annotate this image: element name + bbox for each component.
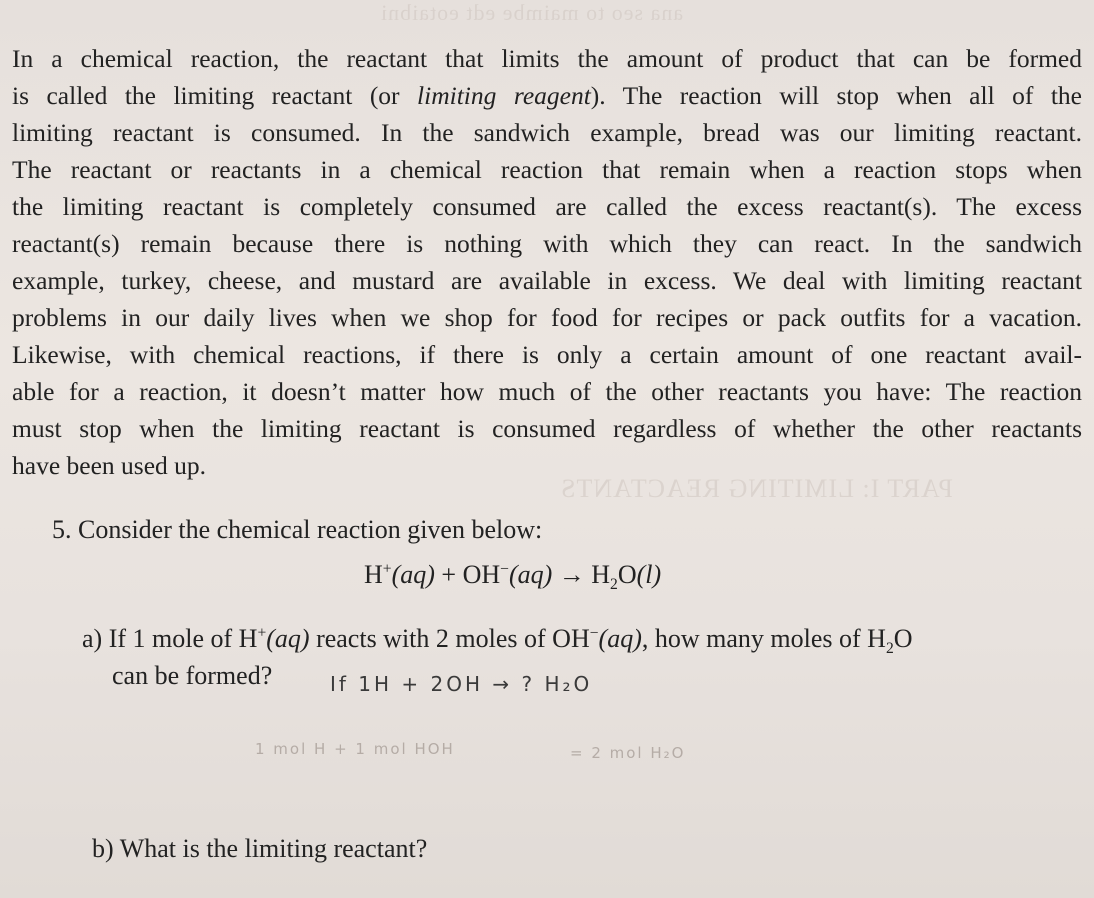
question-5-prompt: 5. Consider the chemical reaction given below: xyxy=(52,515,543,544)
paragraph-line: Likewise, with chemical reactions, if there is only a certain amount of one reactant avail- xyxy=(12,340,1082,369)
chemical-equation: $H^+(aq) + OH^-(aq) \to H_2O(l)$ xyxy=(364,560,662,594)
bleed-through-text-heading: PART I: LIMITING REACTANTS xyxy=(560,474,953,503)
paragraph-line: must stop when the limiting reactant is consumed regardless of whether the other reactants xyxy=(12,414,1082,443)
faint-pencil-work: 1 mol H + 1 mol HOH xyxy=(255,740,455,758)
paragraph-line: example, turkey, cheese, and mustard are available in excess. We deal with limiting reactant xyxy=(12,266,1082,295)
bleed-through-text-top: ana seo to maimbe edt eotaibni xyxy=(380,0,684,25)
question-5a: a) If 1 mole of H+(aq) reacts with 2 moles of OH−(aq), how many moles of $H_2O$ xyxy=(82,624,913,658)
paragraph-line: have been used up. xyxy=(12,451,207,480)
paragraph-line: problems in our daily lives when we shop for food for recipes or pack outfits for a vacation. xyxy=(12,303,1082,332)
paragraph-line: In a chemical reaction, the reactant that limits the amount of product that can be formed xyxy=(12,44,1082,73)
paragraph-line: able for a reaction, it doesn’t matter how much of the other reactants you have: The reaction xyxy=(12,377,1082,406)
paragraph-line: The reactant or reactants in a chemical reaction that remain when a reaction stops when xyxy=(12,155,1082,184)
paragraph-line: limiting reactant is consumed. In the sandwich example, bread was our limiting reactant. xyxy=(12,118,1082,147)
paragraph-line: reactant(s) remain because there is nothing with which they can react. In the sandwich xyxy=(12,229,1082,258)
paragraph-line: the limiting reactant is completely consumed are called the excess reactant(s). The excess xyxy=(12,192,1082,221)
handwritten-answer: If 1H + 2OH → ? H₂O xyxy=(330,672,593,696)
paragraph-line: is called the limiting reactant (or limiting reagent). The reaction will stop when all of the xyxy=(12,81,1082,110)
question-5a-continued: can be formed? xyxy=(112,661,273,690)
faint-pencil-work: = 2 mol H₂O xyxy=(570,744,686,762)
question-5b: b) What is the limiting reactant? xyxy=(92,834,428,863)
